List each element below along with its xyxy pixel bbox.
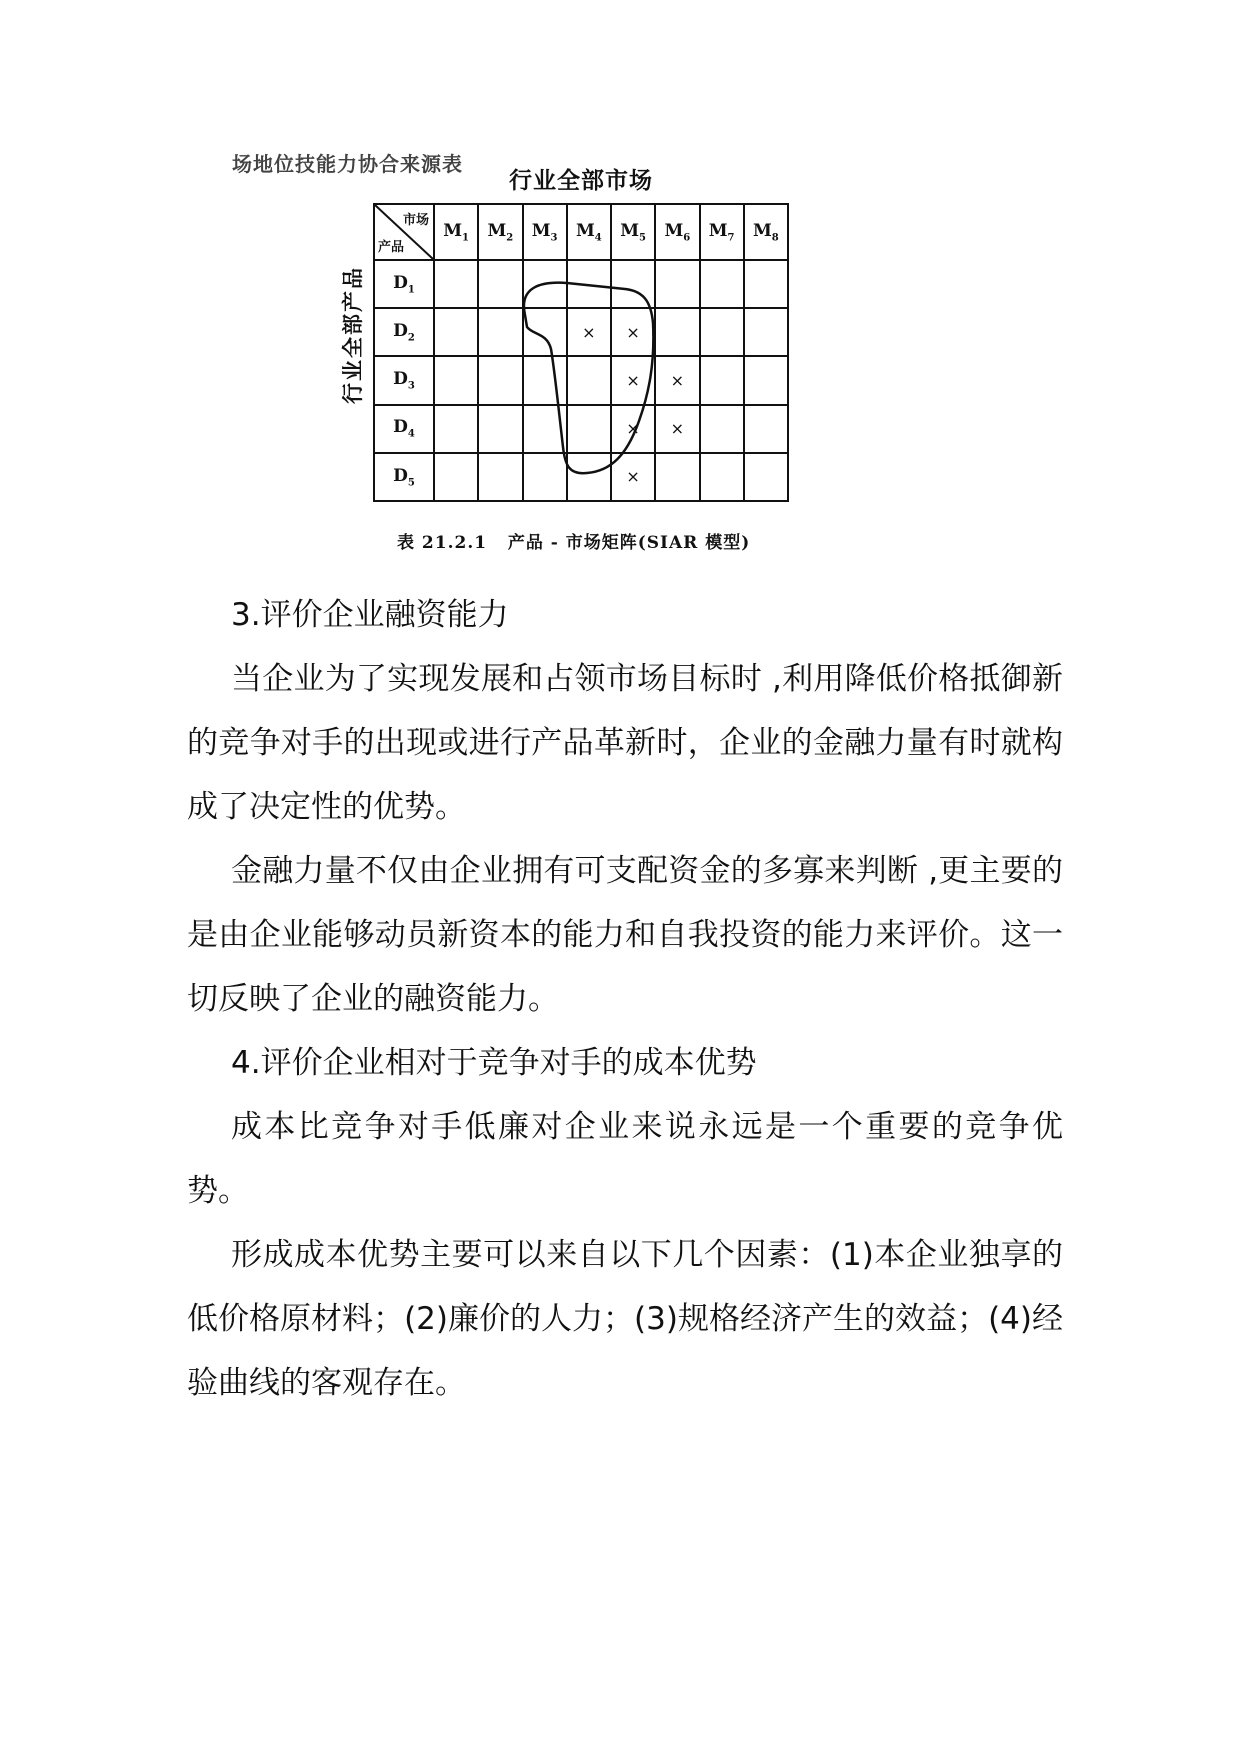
column-header-m3: $M_3$ bbox=[523, 204, 567, 260]
figure-side-label-text: 行业全部产品 bbox=[340, 266, 365, 404]
figure-caption: 表 21.2.1 产品 - 市场矩阵(SIAR 模型) bbox=[397, 533, 751, 553]
column-header-m6: $M_6$ bbox=[655, 204, 699, 260]
cropped-text-line: 场地位技能力协合来源表 bbox=[232, 152, 463, 176]
matrix-cell bbox=[611, 260, 655, 308]
matrix-cell bbox=[523, 405, 567, 453]
matrix-cell bbox=[478, 453, 522, 501]
matrix-row-d3 bbox=[374, 356, 788, 404]
matrix-cell bbox=[523, 356, 567, 404]
section-heading: 4.评价企业相对于竞争对手的成本优势 bbox=[231, 1045, 757, 1081]
matrix-cell bbox=[567, 260, 611, 308]
matrix-cell bbox=[434, 356, 478, 404]
matrix-cell: × bbox=[611, 308, 655, 356]
section-heading: 3.评价企业融资能力 bbox=[231, 597, 509, 633]
matrix-cell bbox=[700, 405, 744, 453]
matrix-cell bbox=[567, 405, 611, 453]
corner-label-product: 产品 bbox=[378, 240, 405, 255]
matrix-cell bbox=[434, 405, 478, 453]
matrix-cell bbox=[700, 356, 744, 404]
matrix-cell bbox=[567, 356, 611, 404]
matrix-cell bbox=[478, 405, 522, 453]
matrix-cell bbox=[478, 356, 522, 404]
column-header-m4: $M_4$ bbox=[567, 204, 611, 260]
matrix-row-d2 bbox=[374, 308, 788, 356]
matrix-cell bbox=[700, 308, 744, 356]
matrix-row-d1 bbox=[374, 260, 788, 308]
row-header-d2: $D_2$ bbox=[374, 308, 434, 356]
paragraph: 金融力量不仅由企业拥有可支配资金的多寡来判断 ,更主要的是由企业能够动员新资本的能力和自我投资的能力来评价。这一切反映了企业的融资能力。 bbox=[187, 853, 1063, 1017]
matrix-cell bbox=[434, 260, 478, 308]
row-header-d5: $D_5$ bbox=[374, 453, 434, 501]
row-header-d4: $D_4$ bbox=[374, 405, 434, 453]
matrix-corner-cell bbox=[374, 204, 434, 260]
matrix-cell bbox=[655, 453, 699, 501]
matrix-cell: × bbox=[611, 356, 655, 404]
corner-label-market: 市场 bbox=[402, 213, 429, 228]
matrix-row-d4 bbox=[374, 405, 788, 453]
matrix-cell bbox=[567, 453, 611, 501]
paragraph: 形成成本优势主要可以来自以下几个因素：(1)本企业独享的低价格原材料；(2)廉价的人力；(3)规格经济产生的效益；(4)经验曲线的客观存在。 bbox=[187, 1237, 1063, 1401]
matrix-cell: × bbox=[611, 453, 655, 501]
matrix-cell bbox=[700, 453, 744, 501]
matrix-cell bbox=[744, 260, 788, 308]
figure-title: 行业全部市场 bbox=[509, 167, 653, 194]
body-text bbox=[187, 583, 1063, 1415]
paragraph: 当企业为了实现发展和占领市场目标时 ,利用降低价格抵御新的竞争对手的出现或进行产品革新时，企业的金融力量有时就构成了决定性的优势。 bbox=[187, 661, 1063, 825]
column-header-m2: $M_2$ bbox=[478, 204, 522, 260]
column-header-m7: $M_7$ bbox=[700, 204, 744, 260]
matrix-cell: × bbox=[567, 308, 611, 356]
matrix-cell bbox=[744, 308, 788, 356]
matrix-header-row bbox=[374, 204, 788, 260]
row-header-d3: $D_3$ bbox=[374, 356, 434, 404]
matrix-cell bbox=[744, 405, 788, 453]
figure-side-label bbox=[336, 265, 368, 405]
matrix-cell bbox=[700, 260, 744, 308]
matrix-cell bbox=[434, 308, 478, 356]
matrix-cell: × bbox=[655, 356, 699, 404]
column-header-m1: $M_1$ bbox=[434, 204, 478, 260]
matrix-cell bbox=[523, 453, 567, 501]
matrix-cell bbox=[523, 260, 567, 308]
paragraph: 成本比竞争对手低廉对企业来说永远是一个重要的竞争优势。 bbox=[187, 1109, 1063, 1209]
matrix-cell bbox=[655, 260, 699, 308]
product-market-matrix bbox=[373, 203, 789, 502]
matrix-cell bbox=[744, 356, 788, 404]
matrix-row-d5 bbox=[374, 453, 788, 501]
matrix-cell bbox=[478, 260, 522, 308]
matrix-cell bbox=[434, 453, 478, 501]
column-header-m8: $M_8$ bbox=[744, 204, 788, 260]
matrix-cell: × bbox=[611, 405, 655, 453]
matrix-cell bbox=[478, 308, 522, 356]
column-header-m5: $M_5$ bbox=[611, 204, 655, 260]
matrix-table bbox=[373, 203, 789, 502]
row-header-d1: $D_1$ bbox=[374, 260, 434, 308]
matrix-cell bbox=[744, 453, 788, 501]
matrix-cell bbox=[523, 308, 567, 356]
matrix-cell bbox=[655, 308, 699, 356]
matrix-cell: × bbox=[655, 405, 699, 453]
